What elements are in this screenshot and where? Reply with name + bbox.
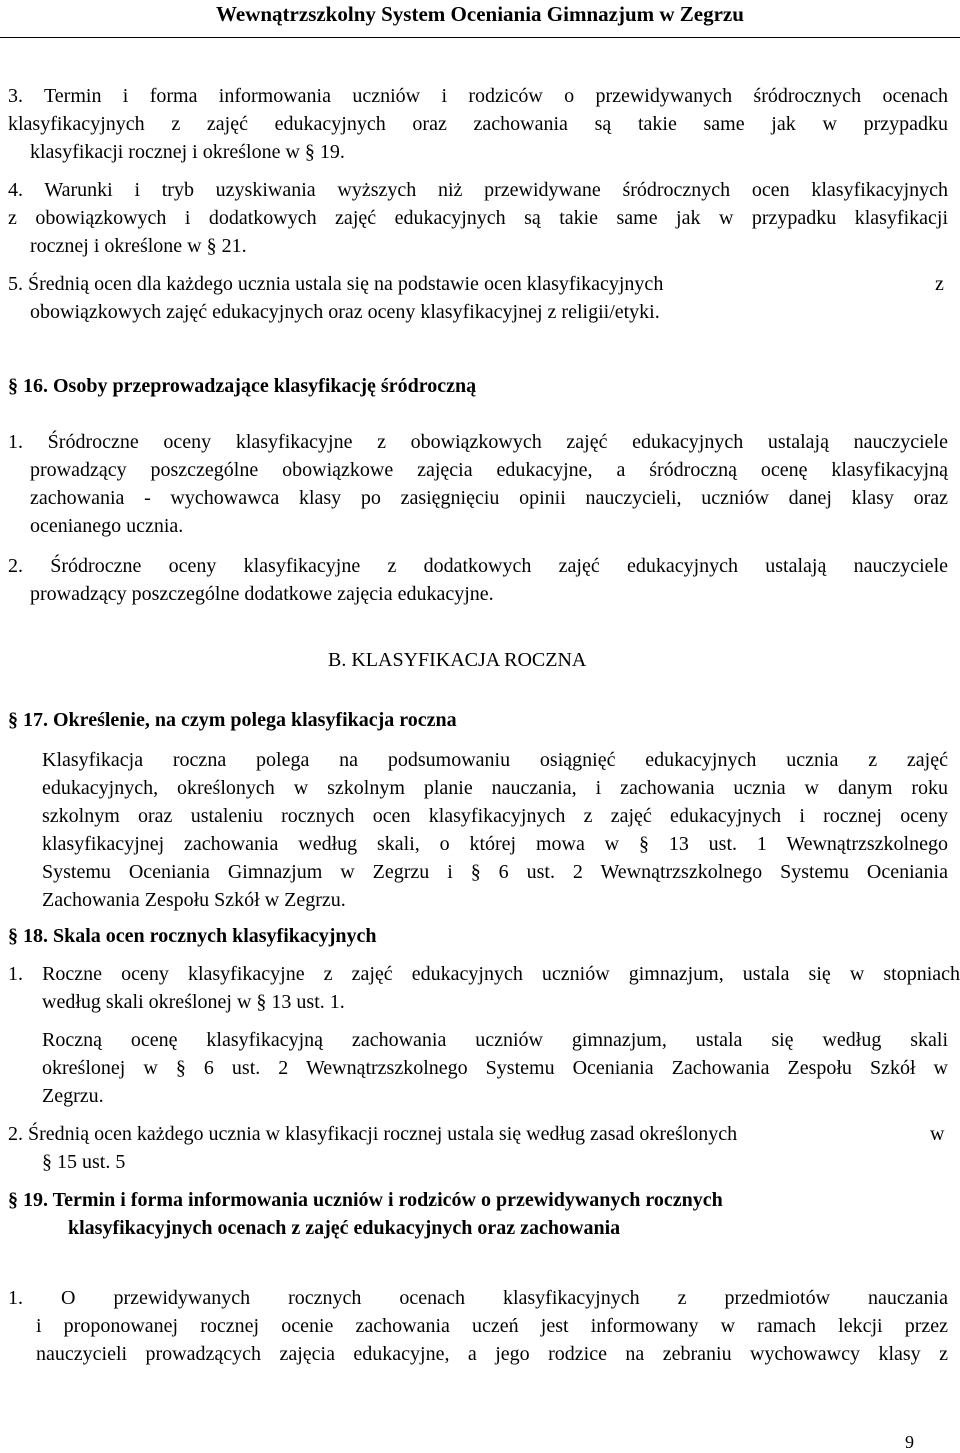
section-19-p1-line: 1. O przewidywanych rocznych ocenach klasyfikacyjnych z przedmiotów nauczania	[8, 1287, 948, 1309]
section-16-p1-line: 1. Śródroczne oceny klasyfikacyjne z obowiązkowych zajęć edukacyjnych ustalają nauczyciele	[8, 431, 948, 453]
paragraph-3-line-3: klasyfikacji rocznej i określone w § 19.	[30, 141, 345, 163]
section-17-line: edukacyjnych, określonych w szkolnym planie nauczania, i zachowania ucznia w danym roku	[42, 777, 948, 799]
section-16-p1	[8, 428, 948, 456]
section-19-p1-line: i proponowanej rocznej ocenie zachowania uczeń jest informowany w ramach lekcji przez	[36, 1315, 948, 1337]
section-19-p1-line: nauczycieli prowadzących zajęcia edukacyjne, a jego rodzice na zebraniu wychowawcy klasy z	[36, 1343, 948, 1365]
section-16-p2	[8, 552, 948, 580]
section-18-title: § 18. Skala ocen rocznych klasyfikacyjnych	[8, 925, 377, 947]
section-17-line: Klasyfikacja roczna polega na podsumowaniu osiągnięć edukacyjnych ucznia z zajęć	[42, 749, 948, 771]
section-16-title: § 16. Osoby przeprowadzające klasyfikację śródroczną	[8, 375, 477, 397]
paragraph-5-line-2: obowiązkowych zajęć edukacyjnych oraz oceny klasyfikacyjnej z religii/etyki.	[30, 301, 660, 323]
header-title: Wewnątrzszkolny System Oceniania Gimnazjum w Zegrzu	[216, 2, 744, 26]
section-17-title: § 17. Określenie, na czym polega klasyfikacja roczna	[8, 709, 457, 731]
section-18-item-2-last: § 15 ust. 5	[42, 1151, 126, 1173]
page-header	[0, 0, 960, 38]
section-b-heading: B. KLASYFIKACJA ROCZNA	[328, 649, 587, 671]
section-18-item-1-last: według skali określonej w § 13 ust. 1.	[42, 991, 345, 1013]
section-19-p1-cont	[36, 1312, 948, 1368]
section-16-p2-line: 2. Śródroczne oceny klasyfikacyjne z dodatkowych zajęć edukacyjnych ustalają nauczyciele	[8, 555, 948, 577]
paragraph-4-line-3: rocznej i określone w § 21.	[30, 235, 247, 257]
paragraph-3	[8, 82, 948, 138]
section-16-p1-last: ocenianego ucznia.	[30, 515, 184, 537]
section-16-p1-line: zachowania - wychowawca klasy po zasięgnięciu opinii nauczycieli, uczniów danej klasy oraz	[30, 487, 948, 509]
section-18-item-1-line: 1. Roczne oceny klasyfikacyjne z zajęć edukacyjnych uczniów gimnazjum, ustala się w stopniach	[8, 963, 960, 985]
section-18-item-2-end: w	[930, 1123, 945, 1145]
paragraph-3-line-1: 3. Termin i forma informowania uczniów i rodziców o przewidywanych śródrocznych ocenach	[8, 85, 948, 107]
paragraph-3-line-2: klasyfikacyjnych z zajęć edukacyjnych oraz zachowania są takie same jak w przypadku	[8, 113, 948, 135]
page-number: 9	[905, 1432, 914, 1452]
section-19-title-2: klasyfikacyjnych ocenach z zajęć edukacyjnych oraz zachowania	[68, 1217, 621, 1239]
section-18-item-1b-line: Roczną ocenę klasyfikacyjną zachowania uczniów gimnazjum, ustala się według skali	[42, 1029, 948, 1051]
section-17-body	[42, 746, 948, 886]
paragraph-5-line-1: 5. Średnią ocen dla każdego ucznia ustala się na podstawie ocen klasyfikacyjnych	[8, 273, 664, 295]
section-16-p1-line: prowadzący poszczególne obowiązkowe zajęcia edukacyjne, a śródroczną ocenę klasyfikacyjną	[30, 459, 948, 481]
paragraph-4	[8, 176, 948, 232]
section-16-p2-last: prowadzący poszczególne dodatkowe zajęcia edukacyjne.	[30, 583, 494, 605]
paragraph-4-line-1: 4. Warunki i tryb uzyskiwania wyższych niż przewidywane śródrocznych ocen klasyfikacyjnych	[8, 179, 948, 201]
section-19-title-1: § 19. Termin i forma informowania uczniów i rodziców o przewidywanych rocznych	[8, 1189, 723, 1211]
section-19-p1	[8, 1284, 948, 1312]
paragraph-5-line-1-end: z	[935, 273, 944, 295]
section-18-item-1b	[42, 1026, 948, 1082]
section-18-item-1b-last: Zegrzu.	[42, 1085, 104, 1107]
paragraph-4-line-2: z obowiązkowych i dodatkowych zajęć edukacyjnych są takie same jak w przypadku klasyfikacji	[8, 207, 948, 229]
section-18-item-1	[8, 960, 960, 988]
section-18-item-2: 2. Średnią ocen każdego ucznia w klasyfikacji rocznej ustala się według zasad określonych	[8, 1123, 738, 1145]
section-17-line: klasyfikacyjnej zachowania według skali, o której mowa w § 13 ust. 1 Wewnątrzszkolnego	[42, 833, 948, 855]
section-17-line: Systemu Oceniania Gimnazjum w Zegrzu i § 6 ust. 2 Wewnątrzszkolnego Systemu Oceniania	[42, 861, 948, 883]
section-16-p1-cont	[30, 456, 948, 512]
section-17-line: szkolnym oraz ustaleniu rocznych ocen klasyfikacyjnych z zajęć edukacyjnych i rocznej oceny	[42, 805, 948, 827]
section-18-item-1b-line: określonej w § 6 ust. 2 Wewnątrzszkolnego Systemu Oceniania Zachowania Zespołu Szkół w	[42, 1057, 948, 1079]
section-17-last: Zachowania Zespołu Szkół w Zegrzu.	[42, 889, 346, 911]
